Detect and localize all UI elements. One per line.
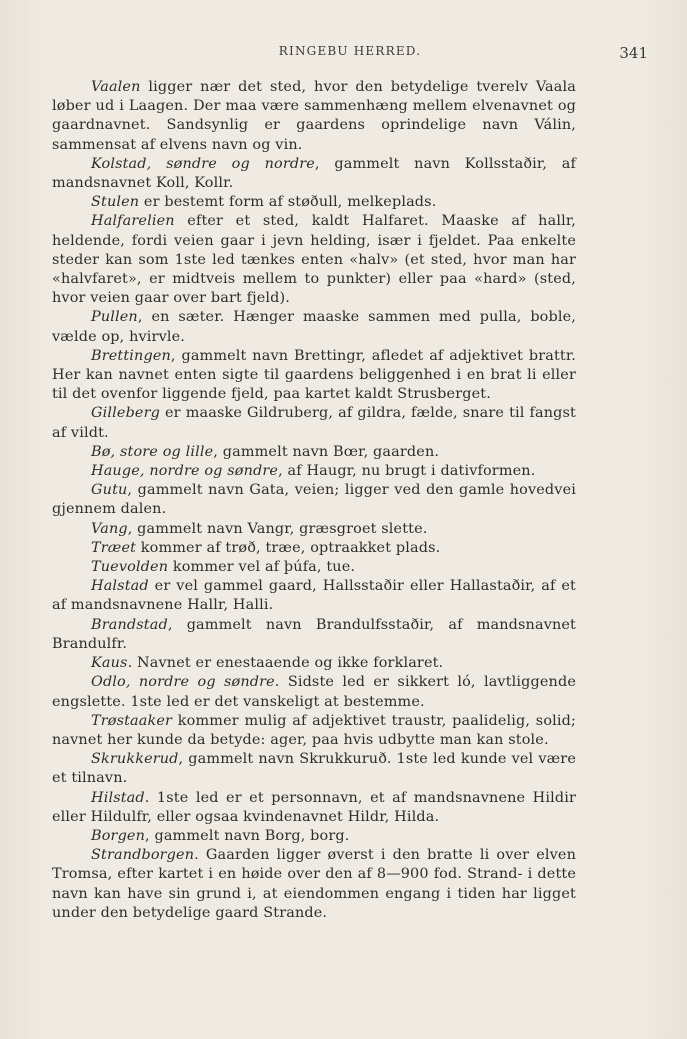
place-name: Tuevolden (91, 559, 169, 576)
paragraph-text: efter et sted, kaldt Halfaret. Maaske af hallr, heldende, fordi veien gaar i jevn helding, især i fjeldet. Paa enkelte steder kan som 1ste led tænkes enten «halv» (et sted, hvor man har «halvfaret», er midtveis mellem to punkter) eller paa «hard» (sted, hvor veien gaar over bart fjeld). (52, 213, 576, 307)
paragraph (52, 193, 576, 212)
paragraph-text: . Gaarden ligger øverst i den bratte li over elven Tromsa, efter kartet i en høide over den af 8—900 fod. Strand- i dette navn kan have sin grund i, at eiendommen engang i tiden har ligget under den betydelige gaard Strande. (52, 847, 576, 921)
paragraph-text: , gammelt navn Bœr, gaarden. (213, 443, 440, 460)
paragraph (52, 539, 576, 558)
paragraph (52, 789, 576, 827)
paragraph (52, 404, 576, 442)
place-name: Halstad (91, 578, 149, 595)
place-name: Trøstaaker (91, 712, 173, 729)
place-name: Bø, store og lille (91, 443, 214, 460)
paragraph-text: , gammelt navn Gata, veien; ligger ved den gamle hovedvei gjennem dalen. (52, 482, 576, 518)
place-name: Odlo, nordre og søndre (91, 674, 275, 691)
paragraph (52, 654, 576, 673)
place-name: Brettingen (91, 347, 171, 364)
place-name: Brandstad (91, 616, 168, 633)
paragraph-text: , en sæter. Hænger maaske sammen med pulla, boble, vælde op, hvirvle. (52, 309, 576, 345)
paragraph (52, 155, 576, 193)
place-name: Vaalen (91, 79, 141, 95)
place-name: Hilstad (91, 789, 145, 806)
place-name: Borgen (91, 827, 146, 844)
paragraph (52, 78, 576, 155)
paragraph (52, 712, 576, 750)
paragraph-text: er vel gammel gaard, Hallsstaðir eller Hallastaðir, af et af mandsnavnene Hallr, Halli. (52, 578, 576, 614)
paragraph-text: , gammelt navn Brettingr, afledet af adjektivet brattr. Her kan navnet enten sigte til gaardens beliggenhed i en brat li eller til det ovenfor liggende fjeld, paa kartet kaldt Strusberget. (52, 347, 576, 403)
paragraph-text: ligger nær det sted, hvor den betydelige tverelv Vaala løber ud i Laagen. Der maa være sammenhæng mellem elvenavnet og gaardnavnet. Sandsynlig er gaardens oprindelige navn Válin, sammensat af elvens navn og vin. (52, 79, 576, 153)
paragraph (52, 481, 576, 519)
body-text (52, 78, 576, 923)
place-name: Pullen (91, 309, 138, 326)
paragraph (52, 577, 576, 615)
paragraph-text: , gammelt navn Kollsstaðir, af mandsnavnet Koll, Kollr. (52, 155, 577, 192)
paragraph-text: kommer vel af þúfa, tue. (168, 559, 356, 576)
place-name: Halfarelien (91, 213, 175, 230)
paragraph-text: kommer mulig af adjektivet traustr, paalidelig, solid; navnet her kunde da betyde: ager, paa hvis udbytte man kan stole. (52, 712, 576, 748)
place-name: Vang (91, 520, 128, 537)
paragraph-text: er maaske Gildruberg, af gildra, fælde, snare til fangst af vildt. (52, 405, 576, 441)
paragraph-text: , gammelt navn Vangr, græsgroet slette. (127, 520, 428, 537)
place-name: Kolstad, søndre og nordre (91, 155, 315, 172)
paragraph (52, 827, 576, 846)
paragraph-text: , gammelt navn Borg, borg. (145, 827, 350, 844)
place-name: Skrukkerud (91, 751, 179, 768)
paragraph (52, 347, 576, 405)
paragraph-text: er bestemt form af støðull, melkeplads. (139, 194, 437, 211)
paragraph-text: . Navnet er enestaaende og ikke forklaret. (127, 655, 444, 672)
page-header (52, 44, 648, 64)
paragraph-text: , gammelt navn Brandulfsstaðir, af mandsnavnet Brandulfr. (52, 616, 576, 652)
paragraph (52, 462, 576, 481)
paragraph-text: , gammelt navn Skrukkuruð. 1ste led kunde vel være et tilnavn. (52, 751, 576, 787)
place-name: Strandborgen (91, 847, 195, 864)
paragraph-text: . Sidste led er sikkert ló, lavtliggende engslette. 1ste led er det vanskeligt at bestemme. (52, 674, 576, 710)
place-name: Stulen (91, 194, 140, 211)
paragraph (52, 846, 576, 923)
place-name: Træet (91, 539, 137, 556)
paragraph (52, 443, 576, 462)
paragraph (52, 616, 576, 654)
paragraph-text: , af Haugr, nu brugt i dativformen. (278, 463, 536, 480)
paragraph (52, 750, 576, 788)
paragraph (52, 212, 576, 308)
paragraph (52, 558, 576, 577)
paragraph-text: . 1ste led er et personnavn, et af mandsnavnene Hildir eller Hildulfr, eller ogsaa kvindenavnet Hildr, Hilda. (52, 789, 576, 825)
page-number: 341 (619, 44, 648, 62)
place-name: Kaus (91, 655, 128, 672)
paragraph (52, 308, 576, 346)
paragraph (52, 520, 576, 539)
paragraph-text: kommer af trøð, træe, optraakket plads. (136, 539, 441, 556)
paragraph (52, 673, 576, 711)
running-head: RINGEBU HERRED. (278, 44, 422, 58)
place-name: Gilleberg (91, 405, 160, 422)
place-name: Gutu (91, 482, 128, 499)
place-name: Hauge, nordre og søndre (91, 463, 279, 480)
